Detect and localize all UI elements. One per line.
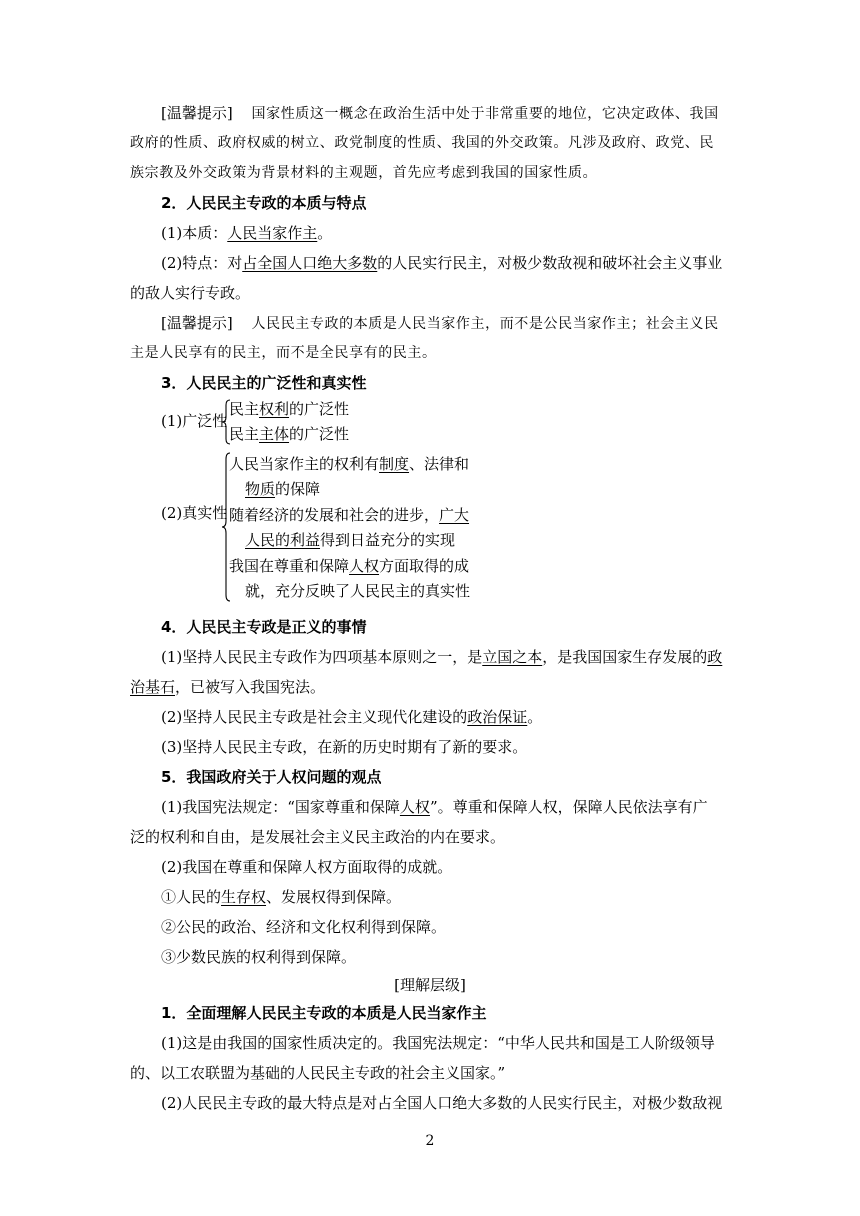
tip-label: [温馨提示] [161,104,233,122]
truth-item-1-cont [245,479,320,499]
underlined-term: 政治保证 [467,708,528,726]
level-label: [理解层级] [394,976,466,994]
truth-item-3 [229,556,469,576]
section-heading-2: 2．人民民主专政的本质与特点 [161,194,367,212]
text: (1)本质： [161,224,228,242]
feature-line [161,253,722,273]
text: 。 [317,224,333,242]
text: 我国在尊重和保障 [229,557,350,575]
text-line: 的敌人实行专政。 [130,284,251,302]
justice-point-3: (3)坚持人民民主专政，在新的历史时期有了新的要求。 [161,738,528,756]
rights-point-1 [161,797,708,817]
truth-item-3-cont: 就，充分反映了人民民主的真实性 [245,582,471,600]
truth-item-2-cont [245,530,455,550]
underlined-term: 占全国人口绝大多数 [242,254,378,272]
rights-item-2: ②公民的政治、经济和文化权利得到保障。 [161,918,447,936]
rights-point-2: (2)我国在尊重和保障人权方面取得的成就。 [161,858,453,876]
truth-item-1 [229,454,469,474]
underlined-term: 人权 [399,798,430,816]
text: 人民当家作主的权利有 [229,455,380,473]
tip-paragraph-2: [温馨提示] 人民民主专政的本质是人民当家作主，而不是公民当家作主；社会主义民 [161,314,719,332]
tip-line: 主是人民享有的民主，而不是全民享有的民主。 [130,345,437,361]
section-heading-4: 4．人民民主专政是正义的事情 [161,618,367,636]
breadth-item-2 [229,424,349,444]
tip-line: 族宗教及外交政策为背景材料的主观题，首先应考虑到我国的国家性质。 [130,165,598,181]
breadth-label: (1)广泛性 [161,412,228,430]
underlined-term: 物质 [245,480,276,498]
text: 的广泛性 [289,425,350,443]
text: 的广泛性 [289,400,350,418]
underlined-term: 生存权 [221,888,267,906]
rights-item-3: ③少数民族的权利得到保障。 [161,948,357,966]
rights-item-1 [161,887,401,907]
underlined-term: 立国之本 [482,648,543,666]
text: ，是我国国家生存发展的 [542,648,708,666]
underlined-term: 制度 [379,455,410,473]
text: ①人民的 [161,888,222,906]
text: (2)特点：对 [161,254,243,272]
text: 得到日益充分的实现 [320,531,456,549]
text: ，已被写入我国宪法。 [175,678,326,696]
understanding-point-1-cont: 的、以工农联盟为基础的人民民主专政的社会主义国家。” [130,1064,506,1082]
section-heading-5: 5．我国政府关于人权问题的观点 [161,768,382,786]
justice-point-1-cont [130,677,325,697]
text: 。 [527,708,543,726]
underlined-term: 广大 [439,506,470,524]
text: (1)坚持人民民主专政作为四项基本原则之一，是 [161,648,483,666]
text: 、法律和 [409,455,470,473]
underlined-term: 政 [707,648,723,666]
underlined-term: 治基石 [130,678,176,696]
text: 方面取得的成 [379,557,470,575]
justice-point-2 [161,707,542,727]
tip-line: 政府的性质、政府权威的树立、政党制度的性质、我国的外交政策。凡涉及政府、政党、民 [130,135,714,151]
brace-icon [221,452,231,602]
essence-line [161,223,332,243]
text: 的人民实行民主，对极少数敌视和破坏社会主义事业 [377,254,723,272]
underlined-term: 人民的利益 [245,531,321,549]
breadth-item-1 [229,399,349,419]
text: 随着经济的发展和社会的进步， [229,506,440,524]
tip-label: [温馨提示] [161,314,233,332]
truth-item-2 [229,505,469,525]
text: (1)我国宪法规定：“国家尊重和保障 [161,798,400,816]
underlined-term: 权利 [259,400,290,418]
underlined-term: 人民当家作主 [227,224,318,242]
understanding-heading-1: 1．全面理解人民民主专政的本质是人民当家作主 [161,1004,487,1022]
justice-point-1 [161,647,722,667]
text: (2)坚持人民民主专政是社会主义现代化建设的 [161,708,468,726]
understanding-point-2: (2)人民民主专政的最大特点是对占全国人口绝大多数的人民实行民主，对极少数敌视 [161,1094,723,1112]
truth-label: (2)真实性 [161,504,228,522]
text: 民主 [229,425,260,443]
understanding-point-1: (1)这是由我国的国家性质决定的。我国宪法规定：“中华人民共和国是工人阶级领导 [161,1034,715,1052]
tip-paragraph-1: [温馨提示] 国家性质这一概念在政治生活中处于非常重要的地位，它决定政体、我国 [161,104,719,122]
underlined-term: 主体 [259,425,290,443]
section-heading-3: 3．人民民主的广泛性和真实性 [161,374,367,392]
text: 民主 [229,400,260,418]
rights-point-1-cont: 泛的权利和自由，是发展社会主义民主政治的内在要求。 [130,828,506,846]
text: 、发展权得到保障。 [266,888,402,906]
text: 的保障 [275,480,321,498]
underlined-term: 人权 [349,557,380,575]
text: ”。尊重和保障人权，保障人民依法享有广 [429,798,708,816]
page-number: 2 [425,1133,435,1149]
